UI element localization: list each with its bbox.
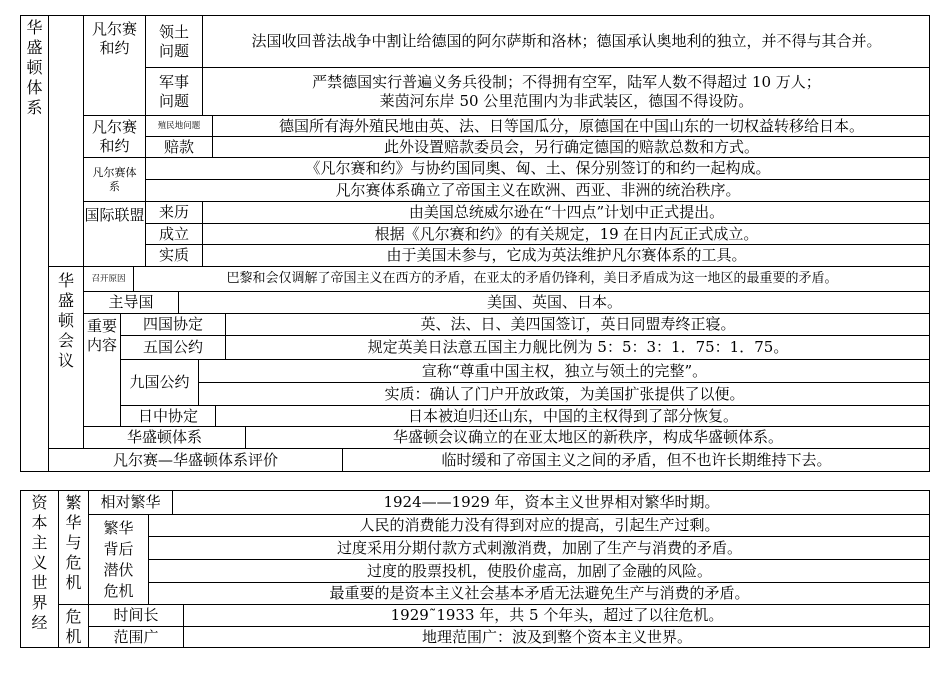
military-line-2: 莱茵河东岸 50 公里范围内为非武装区，德国不得设防。: [379, 91, 754, 110]
league-of-nations-title: [83, 201, 145, 266]
hidden-crisis-text: 繁华背后潜伏危机: [103, 518, 134, 600]
versailles-system-text-1: 《凡尔赛和约》与协约国同奥、匈、土、保分别签订的和约一起构成。: [145, 157, 930, 179]
washington-system-label: 华盛顿体系: [83, 426, 245, 448]
versailles-title-text: 凡尔赛和约: [92, 20, 138, 57]
versailles-system-text-2: 凡尔赛体系确立了帝国主义在欧洲、西亚、非洲的统治秩序。: [145, 179, 930, 201]
colony-text: 德国所有海外殖民地由英、法、日等国瓜分，原德国在中国山东的一切权益转移给日本。: [212, 115, 930, 136]
versailles-treaty-title-2: 凡尔赛和约: [83, 115, 145, 157]
five-power-text: 规定英美日法意五国主力舰比例为 5：5：3：1．75：1．75。: [225, 335, 930, 359]
league-nature-text: 由于美国未参与，它成为英法维护凡尔赛体系的工具。: [202, 244, 930, 266]
hidden-crisis-label: [88, 514, 148, 604]
nine-power-text-2: 实质：确认了门户开放政策，为美国扩张提供了以便。: [198, 382, 930, 405]
military-text: [202, 67, 930, 115]
prosperity-label: 相对繁华: [88, 490, 172, 514]
league-origin-label: 来历: [145, 201, 202, 223]
reparation-text: 此外设置赔款委员会，另行确定德国的赔款总数和方式。: [212, 136, 930, 157]
evaluation-label: 凡尔赛—华盛顿体系评价: [48, 448, 342, 472]
duration-label: 时间长: [88, 604, 183, 626]
washington-conference-title: 华盛顿会议: [48, 266, 83, 448]
conference-cause-label: 召开原因: [83, 266, 133, 291]
hidden-crisis-item-1: 人民的消费能力没有得到对应的提高，引起生产过剩。: [148, 514, 930, 536]
sino-japanese-label: 日中协定: [120, 405, 215, 426]
league-founding-text: 根据《凡尔赛和约》的有关规定，19 在日内瓦正式成立。: [202, 223, 930, 244]
important-content-label: [83, 313, 120, 426]
hidden-crisis-item-4: 最重要的是资本主义社会基本矛盾无法避免生产与消费的矛盾。: [148, 582, 930, 604]
league-title-text: 国际联盟: [84, 206, 145, 224]
four-power-text: 英、法、日、美四国签订，英日同盟寿终正寝。: [225, 313, 930, 335]
nine-power-label: 九国公约: [120, 359, 198, 405]
empty-cell: [48, 15, 83, 266]
hidden-crisis-item-3: 过度的股票投机，使股价虚高，加剧了金融的风险。: [148, 559, 930, 582]
league-origin-text: 由美国总统威尔逊在“十四点”计划中正式提出。: [202, 201, 930, 223]
washington-system-text: 华盛顿会议确立的在亚太地区的新秩序，构成华盛顿体系。: [245, 426, 930, 448]
sino-japanese-text: 日本被迫归还山东，中国的主权得到了部分恢复。: [215, 405, 930, 426]
versailles-system-label: 凡尔赛体系: [83, 157, 145, 201]
territory-label: 领土问题: [145, 15, 202, 67]
prosperity-crisis-title: 繁华与危机: [58, 490, 88, 604]
section-title-washington-system: 华盛顿体系: [20, 15, 48, 472]
league-nature-label: 实质: [145, 244, 202, 266]
prosperity-text: 1924——1929 年，资本主义世界相对繁华时期。: [172, 490, 930, 514]
versailles-treaty-title: [83, 15, 145, 115]
conference-cause-text: 巴黎和会仅调解了帝国主义在西方的矛盾，在亚太的矛盾仍锋利，美日矛盾成为这一地区的最重要的矛盾。: [133, 266, 930, 291]
military-label: 军事问题: [145, 67, 202, 115]
hidden-crisis-item-2: 过度采用分期付款方式刺激消费，加剧了生产与消费的矛盾。: [148, 536, 930, 559]
four-power-label: 四国协定: [120, 313, 225, 335]
nine-power-text-1: 宣称“尊重中国主权，独立与领土的完整”。: [198, 359, 930, 382]
evaluation-text: 临时缓和了帝国主义之间的矛盾，但不也许长期维持下去。: [342, 448, 930, 472]
duration-text: 1929˜1933 年，共 5 个年头，超过了以往危机。: [183, 604, 930, 626]
section-title-capitalist-economy: 资本主义世界经: [20, 490, 58, 648]
territory-text: 法国收回普法战争中割让给德国的阿尔萨斯和洛林；德国承认奥地利的独立，并不得与其合并。: [202, 15, 930, 67]
important-content-text: 重要内容: [87, 317, 118, 354]
scope-label: 范围广: [88, 626, 183, 648]
league-founding-label: 成立: [145, 223, 202, 244]
leading-powers-label: 主导国: [83, 291, 178, 313]
crisis-title: 危机: [58, 604, 88, 648]
scope-text: 地理范围广：波及到整个资本主义世界。: [183, 626, 930, 648]
military-line-1: 严禁德国实行普遍义务兵役制；不得拥有空军，陆军人数不得超过 10 万人；: [312, 72, 821, 91]
reparation-label: 赔款: [145, 136, 212, 157]
five-power-label: 五国公约: [120, 335, 225, 359]
colony-label: 殖民地问题: [145, 115, 212, 136]
leading-powers-text: 美国、英国、日本。: [178, 291, 930, 313]
